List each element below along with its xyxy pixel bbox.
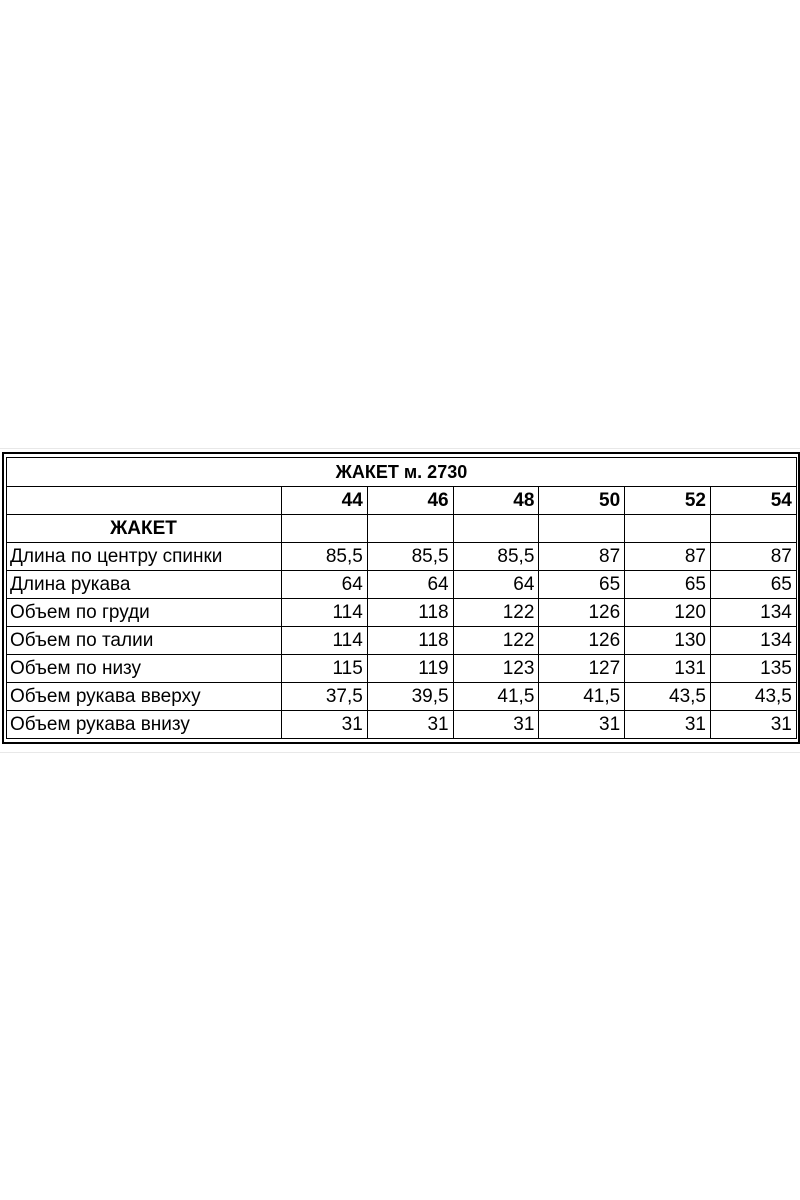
value-cell: 85,5 xyxy=(453,543,539,571)
empty-cell xyxy=(367,515,453,543)
table-title: ЖАКЕТ м. 2730 xyxy=(7,458,797,487)
empty-cell xyxy=(710,515,796,543)
value-cell: 134 xyxy=(710,599,796,627)
empty-cell xyxy=(453,515,539,543)
size-header-row xyxy=(7,487,797,515)
value-cell: 118 xyxy=(367,627,453,655)
value-cell: 31 xyxy=(625,711,711,739)
value-cell: 41,5 xyxy=(539,683,625,711)
table-row xyxy=(7,599,797,627)
value-cell: 43,5 xyxy=(710,683,796,711)
empty-cell xyxy=(539,515,625,543)
row-label: Объем по талии xyxy=(7,627,282,655)
empty-cell xyxy=(625,515,711,543)
value-cell: 115 xyxy=(282,655,368,683)
value-cell: 31 xyxy=(453,711,539,739)
table-row xyxy=(7,543,797,571)
table-row xyxy=(7,655,797,683)
value-cell: 114 xyxy=(282,599,368,627)
value-cell: 131 xyxy=(625,655,711,683)
value-cell: 64 xyxy=(367,571,453,599)
value-cell: 85,5 xyxy=(282,543,368,571)
value-cell: 65 xyxy=(625,571,711,599)
value-cell: 130 xyxy=(625,627,711,655)
row-label: Объем рукава вверху xyxy=(7,683,282,711)
section-row xyxy=(7,515,797,543)
value-cell: 134 xyxy=(710,627,796,655)
table-row xyxy=(7,627,797,655)
value-cell: 31 xyxy=(710,711,796,739)
value-cell: 114 xyxy=(282,627,368,655)
row-label: Объем по низу xyxy=(7,655,282,683)
value-cell: 87 xyxy=(710,543,796,571)
faint-gridline-top xyxy=(0,448,800,449)
size-header-cell: 52 xyxy=(625,487,711,515)
value-cell: 126 xyxy=(539,599,625,627)
size-chart xyxy=(2,452,800,744)
value-cell: 64 xyxy=(453,571,539,599)
value-cell: 65 xyxy=(539,571,625,599)
table-title-row xyxy=(7,458,797,487)
header-empty-cell xyxy=(7,487,282,515)
value-cell: 119 xyxy=(367,655,453,683)
row-label: Длина рукава xyxy=(7,571,282,599)
value-cell: 31 xyxy=(282,711,368,739)
value-cell: 64 xyxy=(282,571,368,599)
size-header-cell: 46 xyxy=(367,487,453,515)
size-header-cell: 54 xyxy=(710,487,796,515)
value-cell: 87 xyxy=(539,543,625,571)
value-cell: 43,5 xyxy=(625,683,711,711)
value-cell: 85,5 xyxy=(367,543,453,571)
row-label: Объем по груди xyxy=(7,599,282,627)
value-cell: 122 xyxy=(453,599,539,627)
value-cell: 65 xyxy=(710,571,796,599)
row-label: Длина по центру спинки xyxy=(7,543,282,571)
size-header-cell: 48 xyxy=(453,487,539,515)
value-cell: 31 xyxy=(367,711,453,739)
value-cell: 122 xyxy=(453,627,539,655)
table-row xyxy=(7,683,797,711)
size-table xyxy=(6,457,797,739)
empty-cell xyxy=(282,515,368,543)
value-cell: 118 xyxy=(367,599,453,627)
value-cell: 41,5 xyxy=(453,683,539,711)
value-cell: 39,5 xyxy=(367,683,453,711)
value-cell: 31 xyxy=(539,711,625,739)
value-cell: 87 xyxy=(625,543,711,571)
size-header-cell: 44 xyxy=(282,487,368,515)
row-label: Объем рукава внизу xyxy=(7,711,282,739)
value-cell: 126 xyxy=(539,627,625,655)
value-cell: 37,5 xyxy=(282,683,368,711)
table-row xyxy=(7,571,797,599)
value-cell: 135 xyxy=(710,655,796,683)
section-label: ЖАКЕТ xyxy=(7,515,282,543)
faint-gridline-bottom xyxy=(0,752,800,753)
size-header-cell: 50 xyxy=(539,487,625,515)
value-cell: 127 xyxy=(539,655,625,683)
value-cell: 123 xyxy=(453,655,539,683)
value-cell: 120 xyxy=(625,599,711,627)
table-row xyxy=(7,711,797,739)
